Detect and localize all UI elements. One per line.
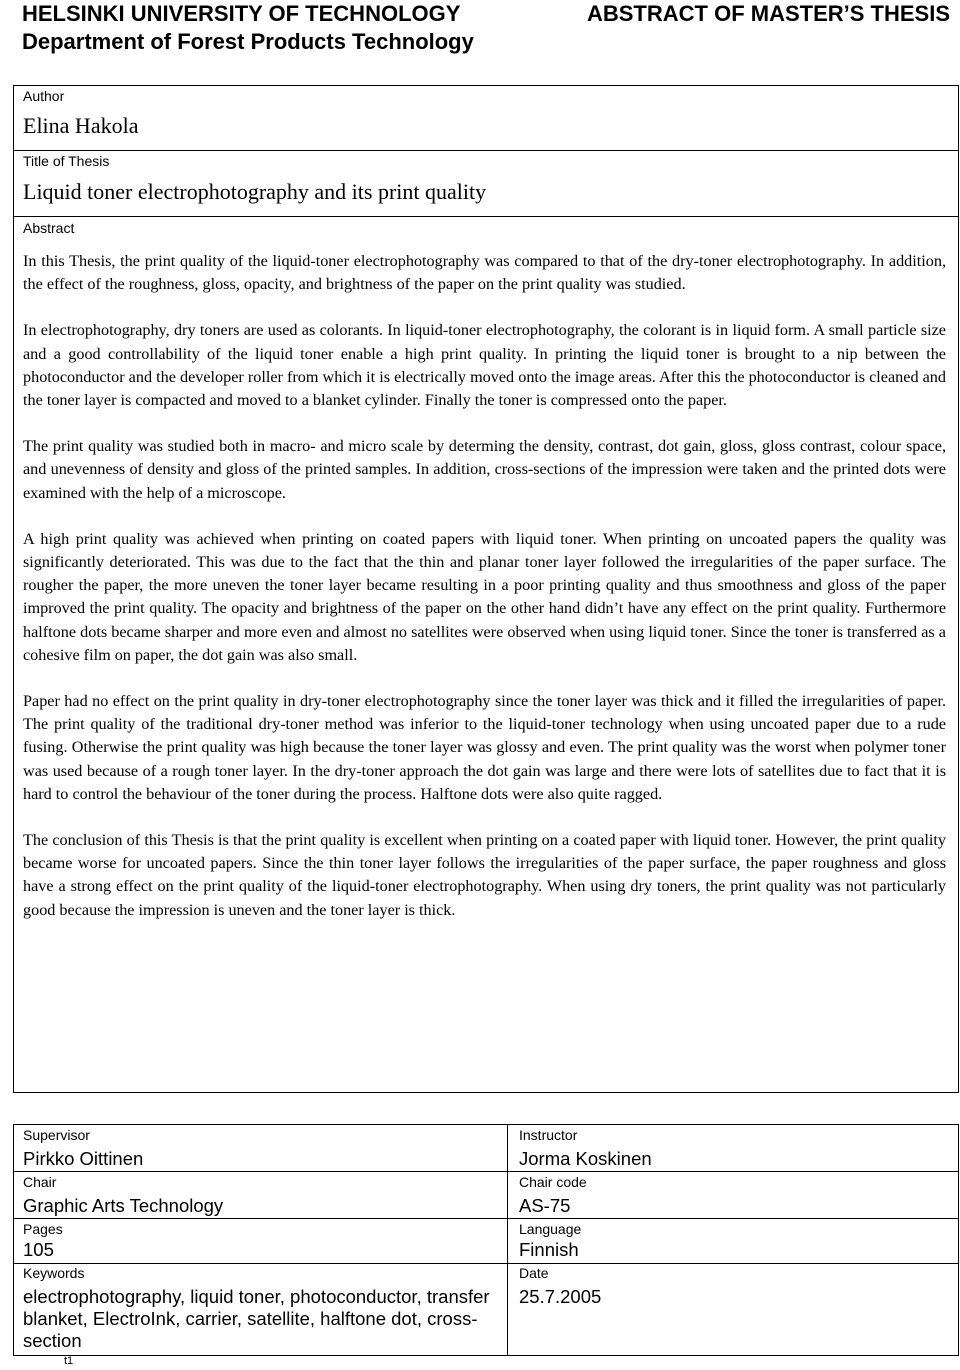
- language-label: Language: [519, 1221, 582, 1237]
- chair-code-label: Chair code: [519, 1174, 587, 1190]
- keywords-value: electrophotography, liquid toner, photoconductor, transfer blanket, ElectroInk, carrier, satellite, halftone dot, cross-section: [23, 1286, 490, 1351]
- document-type-heading: ABSTRACT OF MASTER’S THESIS: [586, 1, 950, 26]
- divider-column: [507, 1124, 508, 1356]
- author-label: Author: [23, 88, 65, 104]
- divider-row-2: [13, 1218, 959, 1219]
- instructor-label: Instructor: [519, 1127, 578, 1143]
- department-name: Department of Forest Products Technology: [22, 28, 474, 54]
- abstract-paragraph: A high print quality was achieved when printing on coated papers with liquid toner. When printing on uncoated papers the quality was significantly deteriorated. This was due to the fact that the thin and planar toner layer followed the irregularities of the paper surface. The rougher the paper, the more uneven the toner layer became resulting in a poor printing quality and thus smoothness and gloss of the paper improved the print quality. The opacity and brightness of the paper on the other hand didn’t have any effect on the print quality. Furthermore halftone dots became sharper and more even and almost no satellites were observed when using liquid toner. Since the toner is transferred as a cohesive film on paper, the dot gain was also small.: [23, 529, 946, 664]
- abstract-paragraph: The print quality was studied both in macro- and micro scale by determing the density, contrast, dot gain, gloss, gloss contrast, colour space, and unevenness of density and gloss of the printed samples. In addition, cross-sections of the impression were taken and the printed dots were examined with the help of a microscope.: [23, 437, 946, 502]
- instructor-value: Jorma Koskinen: [519, 1148, 652, 1169]
- supervisor-value: Pirkko Oittinen: [23, 1148, 144, 1169]
- chair-label: Chair: [23, 1174, 57, 1190]
- abstract-paragraph: Paper had no effect on the print quality in dry-toner electrophotography since the toner layer was thick and it filled the irregularities of paper. The print quality of the traditional dry-toner method was inferior to the liquid-toner technology when using uncoated paper due to a rude fusing. Otherwise the print quality was high because the toner layer was glossy and even. The print quality was the worst when polymer toner was used because of a rough toner layer. In the dry-toner approach the dot gain was large and there were lots of satellites due to fact that it is hard to control the behaviour of the toner during the process. Halftone dots were also quite ragged.: [23, 692, 946, 803]
- language-value: Finnish: [519, 1239, 579, 1260]
- author-name: Elina Hakola: [23, 113, 139, 138]
- date-value: 25.7.2005: [519, 1286, 602, 1307]
- thesis-title: Liquid toner electrophotography and its print quality: [23, 179, 487, 204]
- chair-code-value: AS-75: [519, 1195, 571, 1216]
- pages-value: 105: [23, 1239, 54, 1260]
- university-department-header: [22, 0, 542, 55]
- abstract-paragraph: In electrophotography, dry toners are used as colorants. In liquid-toner electrophotography, the colorant is in liquid form. A small particle size and a good controllability of the liquid toner enable a high print quality. In printing the liquid toner is brought to a nip between the photoconductor and the developer roller from which it is electrically moved onto the image areas. After this the photoconductor is cleaned and the toner layer is compacted and moved to a blanket cylinder. Finally the toner is compressed onto the paper.: [23, 321, 946, 410]
- abstract-label: Abstract: [23, 220, 75, 236]
- supervisor-label: Supervisor: [23, 1127, 90, 1143]
- date-label: Date: [519, 1265, 549, 1281]
- chair-value: Graphic Arts Technology: [23, 1195, 224, 1216]
- keywords-label: Keywords: [23, 1265, 85, 1281]
- divider-row-3: [13, 1263, 959, 1264]
- divider-title-abstract: [13, 216, 959, 217]
- footer-note: t1: [64, 1355, 74, 1367]
- divider-author-title: [13, 150, 959, 151]
- abstract-body: [23, 250, 946, 945]
- abstract-paragraph: In this Thesis, the print quality of the liquid-toner electrophotography was compared to that of the dry-toner electrophotography. In addition, the effect of the roughness, gloss, opacity, and brightness of the paper on the print quality was studied.: [23, 252, 946, 294]
- pages-label: Pages: [23, 1221, 63, 1237]
- divider-row-1: [13, 1171, 959, 1172]
- university-name: HELSINKI UNIVERSITY OF TECHNOLOGY: [22, 1, 461, 26]
- abstract-paragraph: The conclusion of this Thesis is that the print quality is excellent when printing on a coated paper with liquid toner. However, the print quality became worse for uncoated papers. Since the thin toner layer follows the irregularities of the paper surface, the paper roughness and gloss have a strong effect on the print quality of the liquid-toner electrophotography. When using dry toners, the print quality was not particularly good because the impression is uneven and the toner layer is thick.: [23, 831, 946, 919]
- title-label: Title of Thesis: [23, 153, 110, 169]
